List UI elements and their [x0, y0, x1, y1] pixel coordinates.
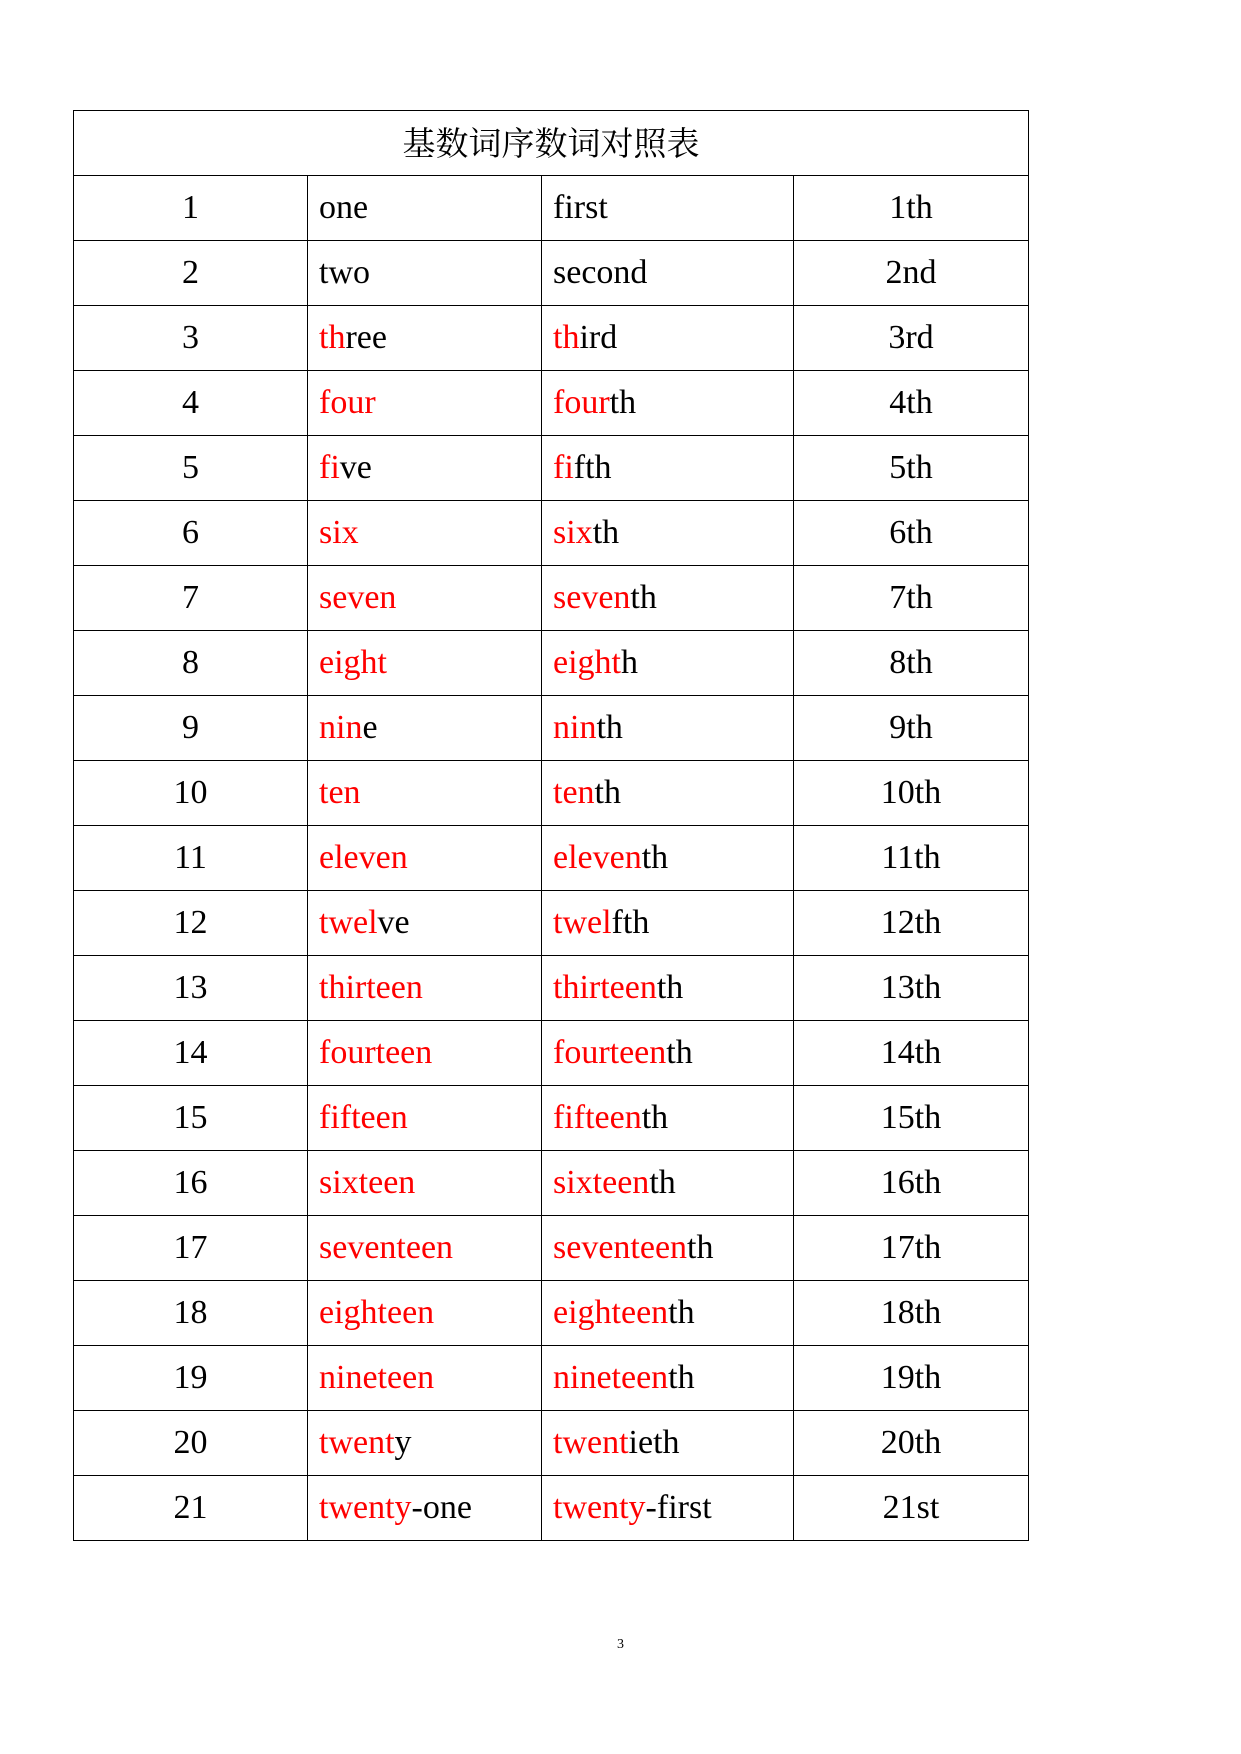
cardinal-word-cell: [308, 241, 542, 306]
ordinal-abbreviation-cell: 5th: [794, 436, 1029, 501]
number-cell: 10: [74, 761, 308, 826]
number-cell: 2: [74, 241, 308, 306]
table-row: [74, 1151, 1029, 1216]
ordinal-word-cell: [542, 176, 794, 241]
table-row: [74, 176, 1029, 241]
highlighted-segment: twel: [553, 904, 612, 941]
number-cell: 16: [74, 1151, 308, 1216]
ordinal-abbreviation-cell: 3rd: [794, 306, 1029, 371]
plain-segment: th: [609, 384, 637, 421]
table-row: [74, 371, 1029, 436]
plain-segment: th: [630, 579, 657, 616]
ordinal-word-cell: [542, 891, 794, 956]
ordinal-word-cell: [542, 761, 794, 826]
plain-segment: th: [641, 1099, 669, 1136]
ordinal-word-cell: [542, 1281, 794, 1346]
number-cell: 15: [74, 1086, 308, 1151]
table-row: [74, 761, 1029, 826]
highlighted-segment: thirteen: [319, 969, 423, 1006]
ordinal-word-cell: [542, 1021, 794, 1086]
cardinal-word-cell: [308, 566, 542, 631]
highlighted-segment: eleven: [319, 839, 408, 876]
table-row: [74, 436, 1029, 501]
plain-segment: th: [596, 709, 623, 746]
highlighted-segment: twenty: [319, 1489, 412, 1526]
highlighted-segment: fi: [319, 449, 340, 486]
ordinal-abbreviation-cell: 11th: [794, 826, 1029, 891]
ordinal-word-cell: [542, 1216, 794, 1281]
table-row: [74, 1411, 1029, 1476]
highlighted-segment: six: [553, 514, 593, 551]
ordinal-abbreviation-cell: 20th: [794, 1411, 1029, 1476]
ordinal-word-cell: [542, 241, 794, 306]
ordinal-abbreviation-cell: 1th: [794, 176, 1029, 241]
highlighted-segment: th: [553, 319, 580, 356]
plain-segment: th: [687, 1229, 714, 1266]
table-row: [74, 1281, 1029, 1346]
number-cell: 13: [74, 956, 308, 1021]
highlighted-segment: eight: [319, 644, 387, 681]
cardinal-word-cell: [308, 371, 542, 436]
cardinal-word-cell: [308, 891, 542, 956]
ordinal-abbreviation-cell: 21st: [794, 1476, 1029, 1541]
table-row: [74, 1086, 1029, 1151]
ordinal-abbreviation-cell: 8th: [794, 631, 1029, 696]
ordinal-abbreviation-cell: 15th: [794, 1086, 1029, 1151]
plain-segment: ree: [345, 319, 387, 356]
highlighted-segment: ten: [553, 774, 595, 811]
cardinal-word-cell: [308, 631, 542, 696]
ordinal-word-cell: [542, 1151, 794, 1216]
ordinal-abbreviation-cell: 7th: [794, 566, 1029, 631]
ordinal-word-cell: [542, 306, 794, 371]
ordinal-word-cell: [542, 371, 794, 436]
table-row: [74, 501, 1029, 566]
table-row: [74, 956, 1029, 1021]
number-cell: 11: [74, 826, 308, 891]
plain-segment: y: [394, 1424, 412, 1461]
ordinal-abbreviation-cell: 17th: [794, 1216, 1029, 1281]
highlighted-segment: nineteen: [319, 1359, 435, 1396]
number-cell: 19: [74, 1346, 308, 1411]
plain-segment: two: [319, 254, 370, 291]
highlighted-segment: th: [319, 319, 346, 356]
ordinal-abbreviation-cell: 2nd: [794, 241, 1029, 306]
cardinal-word-cell: [308, 696, 542, 761]
table-row: [74, 891, 1029, 956]
table-title-row: [74, 111, 1029, 176]
highlighted-segment: nin: [553, 709, 597, 746]
highlighted-segment: seventeen: [553, 1229, 688, 1266]
highlighted-segment: fifteen: [553, 1099, 642, 1136]
table-row: [74, 1216, 1029, 1281]
table-row: [74, 631, 1029, 696]
highlighted-segment: seven: [319, 579, 397, 616]
plain-segment: ve: [339, 449, 372, 486]
table-row: [74, 306, 1029, 371]
highlighted-segment: eleven: [553, 839, 642, 876]
ordinal-word-cell: [542, 501, 794, 566]
ordinal-word-cell: [542, 1411, 794, 1476]
plain-segment: th: [666, 1034, 693, 1071]
plain-segment: ieth: [628, 1424, 680, 1461]
plain-segment: th: [656, 969, 684, 1006]
cardinal-word-cell: [308, 1281, 542, 1346]
highlighted-segment: twel: [319, 904, 378, 941]
highlighted-segment: twent: [553, 1424, 629, 1461]
plain-segment: e: [362, 709, 378, 746]
cardinal-word-cell: [308, 176, 542, 241]
plain-segment: th: [641, 839, 669, 876]
plain-segment: th: [668, 1294, 695, 1331]
table-body: [74, 176, 1029, 1541]
number-cell: 18: [74, 1281, 308, 1346]
cardinal-word-cell: [308, 306, 542, 371]
ordinal-abbreviation-cell: 14th: [794, 1021, 1029, 1086]
table-row: [74, 241, 1029, 306]
cardinal-word-cell: [308, 1086, 542, 1151]
highlighted-segment: eighteen: [319, 1294, 435, 1331]
highlighted-segment: eight: [553, 644, 621, 681]
plain-segment: fth: [573, 449, 612, 486]
table-row: [74, 1346, 1029, 1411]
ordinal-abbreviation-cell: 10th: [794, 761, 1029, 826]
number-words-table: [73, 110, 1029, 1541]
cardinal-word-cell: [308, 1216, 542, 1281]
number-cell: 20: [74, 1411, 308, 1476]
ordinal-abbreviation-cell: 13th: [794, 956, 1029, 1021]
number-cell: 5: [74, 436, 308, 501]
plain-segment: first: [553, 189, 608, 226]
number-cell: 1: [74, 176, 308, 241]
ordinal-abbreviation-cell: 4th: [794, 371, 1029, 436]
ordinal-word-cell: [542, 696, 794, 761]
ordinal-abbreviation-cell: 18th: [794, 1281, 1029, 1346]
plain-segment: ird: [579, 319, 618, 356]
number-cell: 7: [74, 566, 308, 631]
ordinal-word-cell: [542, 1086, 794, 1151]
number-cell: 6: [74, 501, 308, 566]
highlighted-segment: twenty: [553, 1489, 646, 1526]
plain-segment: second: [553, 254, 648, 291]
cardinal-word-cell: [308, 1151, 542, 1216]
number-cell: 4: [74, 371, 308, 436]
ordinal-word-cell: [542, 956, 794, 1021]
ordinal-word-cell: [542, 631, 794, 696]
plain-segment: h: [620, 644, 638, 681]
table-row: [74, 826, 1029, 891]
ordinal-word-cell: [542, 826, 794, 891]
cardinal-word-cell: [308, 761, 542, 826]
number-cell: 12: [74, 891, 308, 956]
cardinal-word-cell: [308, 1411, 542, 1476]
highlighted-segment: fifteen: [319, 1099, 408, 1136]
number-cell: 21: [74, 1476, 308, 1541]
highlighted-segment: four: [553, 384, 610, 421]
cardinal-word-cell: [308, 1021, 542, 1086]
highlighted-segment: seventeen: [319, 1229, 454, 1266]
cardinal-word-cell: [308, 1476, 542, 1541]
highlighted-segment: six: [319, 514, 359, 551]
table-row: [74, 1021, 1029, 1086]
highlighted-segment: seven: [553, 579, 631, 616]
ordinal-abbreviation-cell: 16th: [794, 1151, 1029, 1216]
plain-segment: -first: [645, 1489, 712, 1526]
ordinal-word-cell: [542, 1346, 794, 1411]
highlighted-segment: sixteen: [553, 1164, 650, 1201]
page-number: 3: [617, 1637, 624, 1652]
number-cell: 14: [74, 1021, 308, 1086]
highlighted-segment: fourteen: [319, 1034, 433, 1071]
highlighted-segment: nineteen: [553, 1359, 669, 1396]
highlighted-segment: four: [319, 384, 376, 421]
highlighted-segment: sixteen: [319, 1164, 416, 1201]
table-row: [74, 696, 1029, 761]
highlighted-segment: fourteen: [553, 1034, 667, 1071]
highlighted-segment: ten: [319, 774, 361, 811]
ordinal-abbreviation-cell: 19th: [794, 1346, 1029, 1411]
highlighted-segment: eighteen: [553, 1294, 669, 1331]
cardinal-word-cell: [308, 501, 542, 566]
number-cell: 17: [74, 1216, 308, 1281]
ordinal-word-cell: [542, 436, 794, 501]
table-title: 基数词序数词对照表: [74, 111, 1029, 176]
plain-segment: th: [668, 1359, 695, 1396]
highlighted-segment: nin: [319, 709, 363, 746]
table-row: [74, 1476, 1029, 1541]
plain-segment: ve: [377, 904, 410, 941]
highlighted-segment: twent: [319, 1424, 395, 1461]
number-cell: 9: [74, 696, 308, 761]
plain-segment: one: [319, 189, 369, 226]
plain-segment: -one: [411, 1489, 472, 1526]
number-cell: 8: [74, 631, 308, 696]
plain-segment: th: [592, 514, 620, 551]
highlighted-segment: fi: [553, 449, 574, 486]
cardinal-word-cell: [308, 1346, 542, 1411]
plain-segment: th: [649, 1164, 676, 1201]
plain-segment: fth: [611, 904, 650, 941]
cardinal-word-cell: [308, 956, 542, 1021]
cardinal-word-cell: [308, 826, 542, 891]
ordinal-word-cell: [542, 566, 794, 631]
table-row: [74, 566, 1029, 631]
ordinal-word-cell: [542, 1476, 794, 1541]
ordinal-abbreviation-cell: 9th: [794, 696, 1029, 761]
plain-segment: th: [594, 774, 621, 811]
cardinal-word-cell: [308, 436, 542, 501]
ordinal-abbreviation-cell: 6th: [794, 501, 1029, 566]
highlighted-segment: thirteen: [553, 969, 657, 1006]
number-cell: 3: [74, 306, 308, 371]
ordinal-abbreviation-cell: 12th: [794, 891, 1029, 956]
